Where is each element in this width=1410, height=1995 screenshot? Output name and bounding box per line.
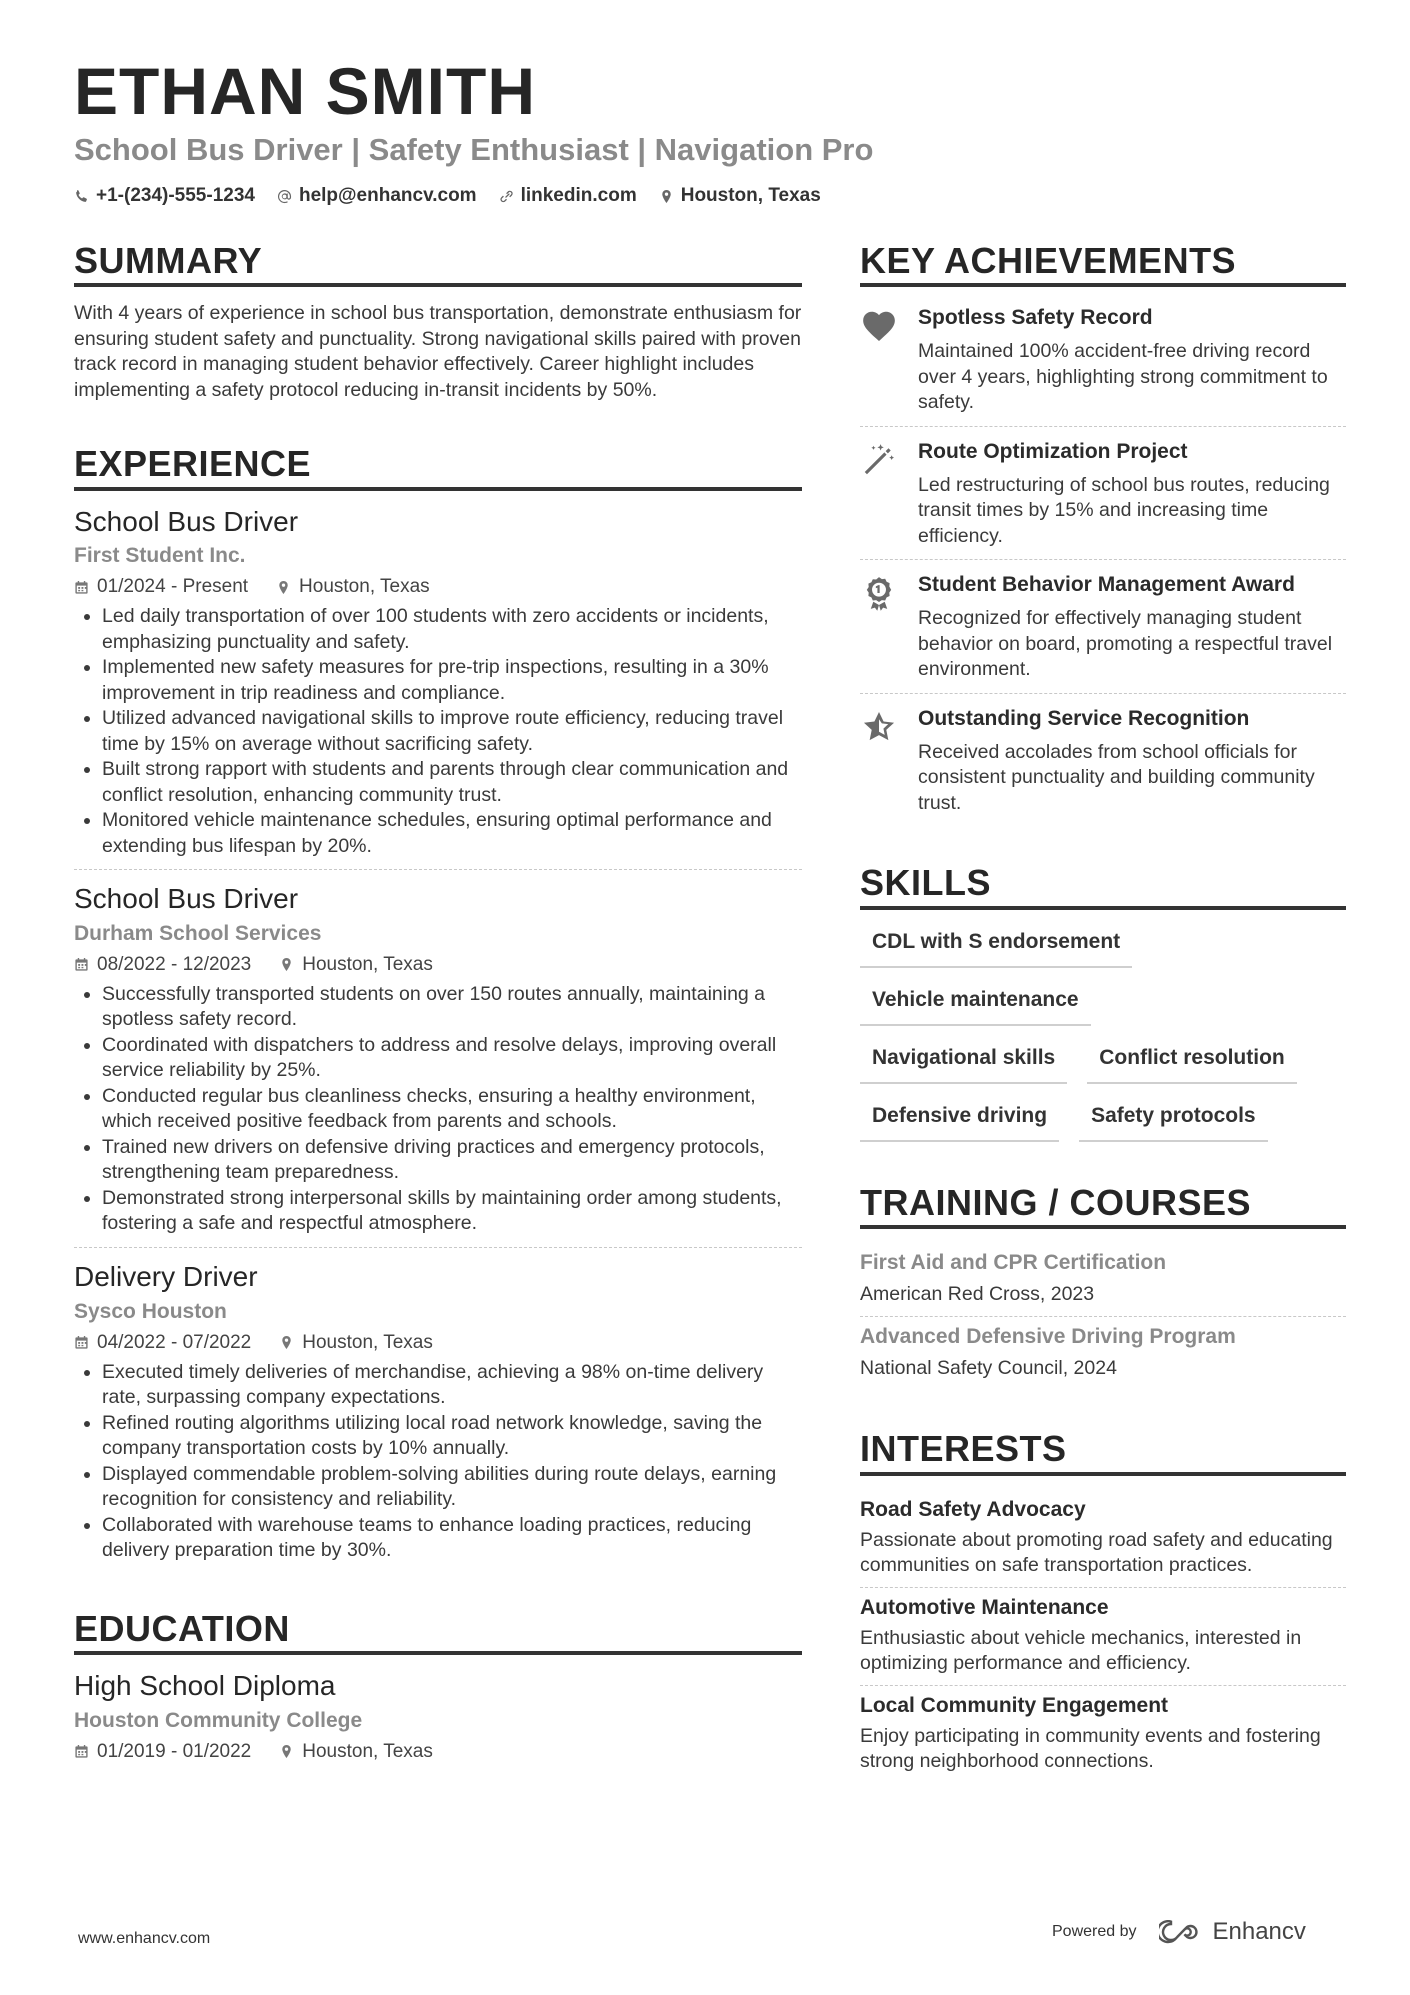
brand-logo[interactable] [1159,1918,1306,1946]
achievement-title: Route Optimization Project [918,439,1188,463]
summary-title: SUMMARY [74,240,802,287]
achievement-icon-wrap [860,305,902,416]
star-icon [860,708,898,746]
bullet-item: • Led daily transportation of over 100 students with zero accidents or incidents, emphasizing punctuality and safety. [102,604,802,655]
interests-title: INTERESTS [860,1428,1346,1475]
training-title: TRAINING / COURSES [860,1182,1346,1229]
interest-title: Local Community Engagement [860,1693,1169,1717]
course-provider: National Safety Council, 2024 [860,1357,1117,1380]
bullet-item: • Refined routing algorithms utilizing local road network knowledge, saving the company transportation costs by 10% annually. [102,1411,802,1462]
job-bullets [74,982,802,1237]
contact-bar [74,185,821,207]
location-pin-icon [279,1744,294,1759]
bullet-item: • Successfully transported students on over 150 routes annually, maintaining a spotless safety record. [102,982,802,1033]
email-text: help@enhancv.com [298,185,477,206]
powered-by-label: Powered by [1052,1923,1137,1940]
job-entry [74,1260,802,1574]
contact-location [659,185,821,207]
interest-item [860,1686,1346,1783]
education-location [279,1741,433,1763]
linkedin-text: linkedin.com [520,185,637,206]
job-title: School Bus Driver [74,883,299,915]
education-meta [74,1741,802,1763]
contact-linkedin[interactable] [499,185,637,207]
job-location [279,1332,433,1354]
company-name: Sysco Houston [74,1299,227,1323]
achievement-title: Spotless Safety Record [918,306,1153,330]
candidate-name: ETHAN SMITH [74,54,536,128]
job-title: Delivery Driver [74,1260,258,1292]
job-meta [74,1332,802,1354]
job-location [279,954,433,976]
interest-item [860,1490,1346,1588]
skills-title: SKILLS [860,862,1346,909]
job-dates [74,954,251,976]
bullet-item: • Trained new drivers on defensive driving practices and emergency protocols, strengthening team preparedness. [102,1135,802,1186]
bullet-item: • Displayed commendable problem-solving abilities during route delays, earning recognition for consistency and reliability. [102,1462,802,1513]
achievement-icon-wrap [860,572,902,683]
achievement-desc: Led restructuring of school bus routes, reducing transit times by 15% and increasing time efficiency. [918,473,1330,547]
company-name: First Student Inc. [74,544,246,568]
skill-tag: Navigational skills [860,1040,1067,1084]
interest-title: Automotive Maintenance [860,1595,1109,1619]
job-entry [74,505,802,871]
calendar-icon [74,1744,89,1759]
dates-text: 01/2024 - Present [97,576,249,598]
job-bullets [74,604,802,859]
phone-text: +1-(234)-555-1234 [96,185,255,206]
achievement-item [860,560,1346,694]
skill-tag: Safety protocols [1079,1098,1268,1142]
achievement-icon-wrap [860,706,902,817]
bullet-item: • Coordinated with dispatchers to address and resolve delays, improving overall service reliability by 25%. [102,1033,802,1084]
interest-desc: Enthusiastic about vehicle mechanics, interested in optimizing performance and efficiency. [860,1626,1302,1675]
magic-wand-icon [860,441,898,479]
company-name: Durham School Services [74,921,322,945]
bullet-item: • Built strong rapport with students and parents through clear communication and conflict resolution, enhancing community trust. [102,757,802,808]
course-title: Advanced Defensive Driving Program [860,1325,1236,1349]
school-name: Houston Community College [74,1708,363,1732]
skill-tag: Vehicle maintenance [860,982,1091,1026]
education-entry [74,1669,802,1763]
calendar-icon [74,580,89,595]
achievement-item [860,694,1346,827]
location-text: Houston, Texas [299,576,430,598]
job-meta [74,954,802,976]
job-meta [74,576,802,598]
bullet-item: • Demonstrated strong interpersonal skills by maintaining order among students, fostering a safe and respectful atmosphere. [102,1186,802,1237]
location-pin-icon [279,1335,294,1350]
bullet-item: • Collaborated with warehouse teams to enhance loading practices, reducing delivery preparation time by 30%. [102,1513,802,1564]
interest-item [860,1588,1346,1686]
bullet-item: • Executed timely deliveries of merchandise, achieving a 98% on-time delivery rate, surpassing company expectations. [102,1360,802,1411]
bullet-item: • Conducted regular bus cleanliness checks, ensuring a healthy environment, which received positive feedback from parents and schools. [102,1084,802,1135]
calendar-icon [74,1335,89,1350]
at-icon [277,189,292,204]
job-entry [74,882,802,1248]
bullet-item: • Implemented new safety measures for pre-trip inspections, resulting in a 30% improvement in trip readiness and compliance. [102,655,802,706]
contact-phone[interactable] [74,185,255,207]
course-provider: American Red Cross, 2023 [860,1283,1095,1306]
job-dates [74,1332,251,1354]
experience-title: EXPERIENCE [74,443,802,490]
dates-text: 04/2022 - 07/2022 [97,1331,252,1353]
interest-title: Road Safety Advocacy [860,1497,1086,1521]
skill-tag: Defensive driving [860,1098,1059,1142]
interest-desc: Enjoy participating in community events and fostering strong neighborhood connections. [860,1724,1321,1773]
location-pin-icon [659,189,674,204]
dates-text: 01/2019 - 01/2022 [97,1740,252,1762]
heart-icon [860,307,898,345]
location-text: Houston, Texas [302,953,433,975]
course-item [860,1243,1346,1317]
location-text: Houston, Texas [302,1740,433,1762]
enhancv-logo-icon [1159,1920,1205,1944]
dates-text: 08/2022 - 12/2023 [97,953,252,975]
achievement-title: Student Behavior Management Award [918,573,1295,597]
education-title: EDUCATION [74,1608,802,1655]
achievement-icon-wrap [860,439,902,550]
footer-branding [1052,1918,1306,1946]
job-dates [74,576,248,598]
skill-tag: CDL with S endorsement [860,924,1132,968]
achievement-title: Outstanding Service Recognition [918,706,1250,730]
job-title: School Bus Driver [74,505,299,537]
phone-icon [74,189,89,204]
achievement-desc: Recognized for effectively managing student behavior on board, promoting a respectful travel environment. [918,607,1333,681]
link-icon [499,189,514,204]
headline: School Bus Driver | Safety Enthusiast | Navigation Pro [74,132,874,167]
contact-email[interactable] [277,185,477,207]
calendar-icon [74,957,89,972]
location-text: Houston, Texas [302,1331,433,1353]
achievement-desc: Received accolades from school officials for consistent punctuality and building community trust. [918,740,1315,814]
course-item [860,1317,1346,1390]
location-text: Houston, Texas [680,185,821,206]
achievements-title: KEY ACHIEVEMENTS [860,240,1346,287]
right-column [860,240,1346,1783]
job-bullets [74,1360,802,1564]
summary-text: With 4 years of experience in school bus transportation, demonstrate enthusiasm for ensuring student safety and punctuality. Strong navigational skills paired with proven track record in managing student behavior effectively. Career highlight includes implementing a safety protocol reducing in-transit incidents by 50%. [74,302,802,401]
degree-title: High School Diploma [74,1669,336,1701]
brand-name: Enhancv [1212,1918,1306,1945]
skill-tag: Conflict resolution [1087,1040,1297,1084]
skills-list [860,924,1346,1142]
location-pin-icon [279,957,294,972]
achievement-item [860,301,1346,427]
achievement-item [860,427,1346,561]
bullet-item: • Monitored vehicle maintenance schedules, ensuring optimal performance and extending bus lifespan by 20%. [102,808,802,859]
course-title: First Aid and CPR Certification [860,1251,1167,1275]
left-column [74,240,802,1763]
job-location [276,576,430,598]
interest-desc: Passionate about promoting road safety and educating communities on safe transportation practices. [860,1528,1333,1577]
education-dates [74,1741,251,1763]
award-ribbon-icon [860,574,898,612]
location-pin-icon [276,580,291,595]
achievement-desc: Maintained 100% accident-free driving record over 4 years, highlighting strong commitment to safety. [918,340,1328,414]
bullet-item: • Utilized advanced navigational skills to improve route efficiency, reducing travel time by 15% on average without sacrificing safety. [102,706,802,757]
footer-website[interactable]: www.enhancv.com [78,1930,211,1947]
